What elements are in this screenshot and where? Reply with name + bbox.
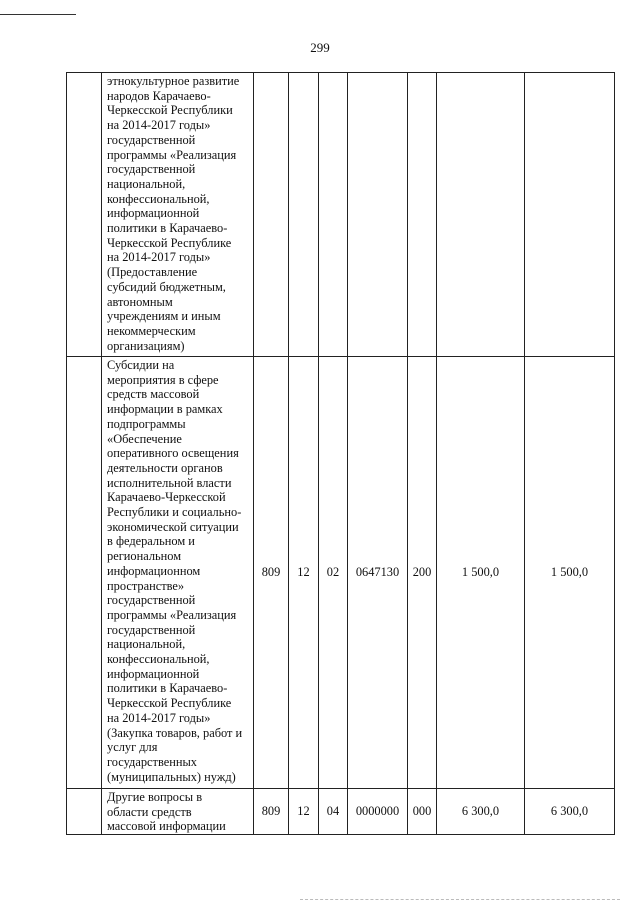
description-line: в федеральном и xyxy=(107,534,195,549)
table-row xyxy=(67,789,615,835)
description-line: области средств xyxy=(107,804,192,819)
amount-year-2: 6 300,0 xyxy=(525,789,615,835)
top-rule xyxy=(0,14,76,15)
target-article-code xyxy=(348,73,408,357)
description-line: конфессиональной, xyxy=(107,652,210,667)
description-line: оперативного освещения xyxy=(107,446,239,461)
description-line: на 2014-2017 годы» xyxy=(107,250,211,265)
subsection-code: 04 xyxy=(319,789,348,835)
description-line: средств массовой xyxy=(107,387,200,402)
description-line: государственной xyxy=(107,593,196,608)
description-line: национальной, xyxy=(107,637,186,652)
section-code: 12 xyxy=(289,357,319,789)
description-line: информационном xyxy=(107,563,201,578)
description-line: программы «Реализация xyxy=(107,607,237,622)
description-line: деятельности органов xyxy=(107,460,223,475)
row-description xyxy=(102,73,254,357)
subsection-code: 02 xyxy=(319,357,348,789)
page-number: 299 xyxy=(310,40,330,55)
description-line: конфессиональной, xyxy=(107,191,210,206)
target-article-code: 0000000 xyxy=(348,789,408,835)
description-line: (Закупка товаров, работ и xyxy=(107,725,243,740)
expense-type-code: 200 xyxy=(408,357,437,789)
description-line: пространстве» xyxy=(107,578,185,593)
description-line: информации в рамках xyxy=(107,402,223,417)
description-line: региональном xyxy=(107,549,182,564)
description-line: информационной xyxy=(107,206,200,221)
description-line: автономным xyxy=(107,294,173,309)
row-number-cell xyxy=(67,357,102,789)
description-line: национальной, xyxy=(107,176,186,191)
row-description xyxy=(102,357,254,789)
description-line: (Предоставление xyxy=(107,265,198,280)
table-row xyxy=(67,357,615,789)
description-line: (муниципальных) нужд) xyxy=(107,769,236,784)
target-article-code: 0647130 xyxy=(348,357,408,789)
ministry-code xyxy=(254,73,289,357)
description-line: государственной xyxy=(107,622,196,637)
section-code xyxy=(289,73,319,357)
expense-type-code: 000 xyxy=(408,789,437,835)
table-row xyxy=(67,73,615,357)
description-line: экономической ситуации xyxy=(107,519,239,534)
description-line: «Обеспечение xyxy=(107,431,182,446)
amount-year-1: 6 300,0 xyxy=(437,789,525,835)
row-description xyxy=(102,789,254,835)
ministry-code: 809 xyxy=(254,357,289,789)
expense-type-code xyxy=(408,73,437,357)
description-line: подпрограммы xyxy=(107,416,186,431)
description-line: Черкесской Республике xyxy=(107,235,232,250)
amount-year-1: 1 500,0 xyxy=(437,357,525,789)
amount-year-1 xyxy=(437,73,525,357)
description-line: на 2014-2017 годы» xyxy=(107,118,211,133)
description-line: государственной xyxy=(107,162,196,177)
description-line: мероприятия в сфере xyxy=(107,372,219,387)
description-line: Карачаево-Черкесской xyxy=(107,490,226,505)
description-line: этнокультурное развитие xyxy=(107,74,240,88)
description-line: народов Карачаево- xyxy=(107,88,211,103)
row-number-cell xyxy=(67,73,102,357)
description-line: субсидий бюджетным, xyxy=(107,279,226,294)
description-line: государственных xyxy=(107,754,198,769)
amount-year-2: 1 500,0 xyxy=(525,357,615,789)
description-line: политики в Карачаево- xyxy=(107,221,228,236)
description-line: Республики и социально- xyxy=(107,505,242,520)
row-number-cell xyxy=(67,789,102,835)
description-line: на 2014-2017 годы» xyxy=(107,710,211,725)
description-line: услуг для xyxy=(107,740,158,755)
description-line: Черкесской Республике xyxy=(107,696,232,711)
budget-table xyxy=(66,72,615,835)
ministry-code: 809 xyxy=(254,789,289,835)
description-line: политики в Карачаево- xyxy=(107,681,228,696)
description-line: программы «Реализация xyxy=(107,147,237,162)
subsection-code xyxy=(319,73,348,357)
bottom-rule xyxy=(300,899,620,900)
description-line: информационной xyxy=(107,666,200,681)
description-line: исполнительной власти xyxy=(107,475,232,490)
description-line: некоммерческим xyxy=(107,323,196,338)
description-line: Черкесской Республики xyxy=(107,103,233,118)
description-line: организациям) xyxy=(107,338,185,353)
description-line: массовой информации xyxy=(107,819,226,834)
amount-year-2 xyxy=(525,73,615,357)
description-line: Субсидии на xyxy=(107,358,175,372)
description-line: учреждениям и иным xyxy=(107,309,221,324)
description-line: Другие вопросы в xyxy=(107,790,203,804)
description-line: государственной xyxy=(107,132,196,147)
section-code: 12 xyxy=(289,789,319,835)
